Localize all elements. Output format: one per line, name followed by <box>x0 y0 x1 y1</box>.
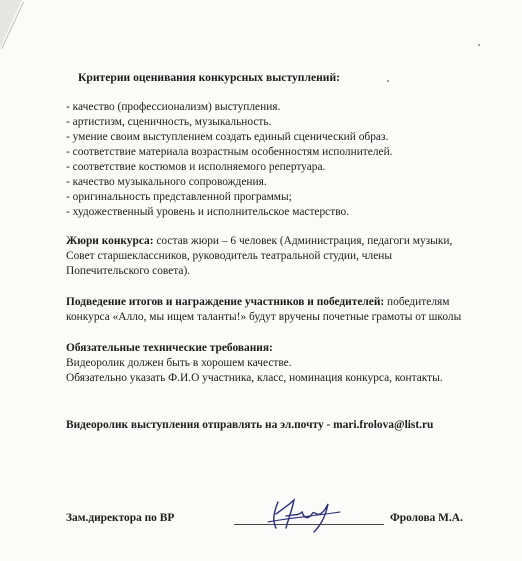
document-body <box>66 70 522 433</box>
criteria-item: - художественный уровень и исполнительское мастерство. <box>66 206 350 218</box>
criteria-list <box>66 100 522 220</box>
tech-requirements <box>66 341 522 386</box>
awards-label: Подведение итогов и награждение участников и победителей: <box>66 296 385 308</box>
page-fold-corner <box>0 0 22 48</box>
jury-label: Жюри конкурса: <box>66 235 154 247</box>
scan-speck <box>478 44 480 46</box>
awards-paragraph <box>66 295 522 325</box>
criteria-item: - соответствие материала возрастным особенностям исполнителей. <box>66 146 393 158</box>
signature-block <box>66 512 506 542</box>
tech-line-2: Обязательно указать Ф.И.О участника, класс, номинация конкурса, контакты. <box>66 372 443 384</box>
awards-text: победителям <box>387 296 450 308</box>
handwritten-signature <box>264 494 344 534</box>
criteria-item: - артистизм, сценичность, музыкальность. <box>66 116 272 128</box>
criteria-item: - соответствие костюмов и исполняемого репертуара. <box>66 161 326 173</box>
jury-text: состав жюри – 6 человек (Администрация, педагоги музыки, <box>156 235 453 247</box>
criteria-item: - качество (профессионализм) выступления. <box>66 101 281 113</box>
signer-position: Зам.директора по ВР <box>66 512 175 524</box>
criteria-item: - качество музыкального сопровождения. <box>66 176 267 188</box>
signer-name: Фролова М.А. <box>390 512 463 524</box>
email-instruction: Видеоролик выступления отправлять на эл.почту - mari.frolova@list.ru <box>66 419 434 431</box>
criteria-heading: Критерии оценивания конкурсных выступлений: <box>78 71 341 84</box>
awards-line-2: конкурса «Алло, мы ищем таланты!» будут вручены почетные грамоты от школы <box>66 311 462 323</box>
criteria-item: - оригинальность представленной программы; <box>66 191 292 203</box>
jury-line-2: Совет старшеклассников, руководитель театральной студии, члены <box>66 250 393 262</box>
jury-line-3: Попечительского совета). <box>66 265 191 277</box>
tech-heading: Обязательные технические требования: <box>66 342 273 354</box>
criteria-item: - умение своим выступлением создать единый сценический образ. <box>66 131 389 143</box>
jury-paragraph <box>66 234 522 279</box>
tech-line-1: Видеоролик должен быть в хорошем качестве. <box>66 357 292 369</box>
